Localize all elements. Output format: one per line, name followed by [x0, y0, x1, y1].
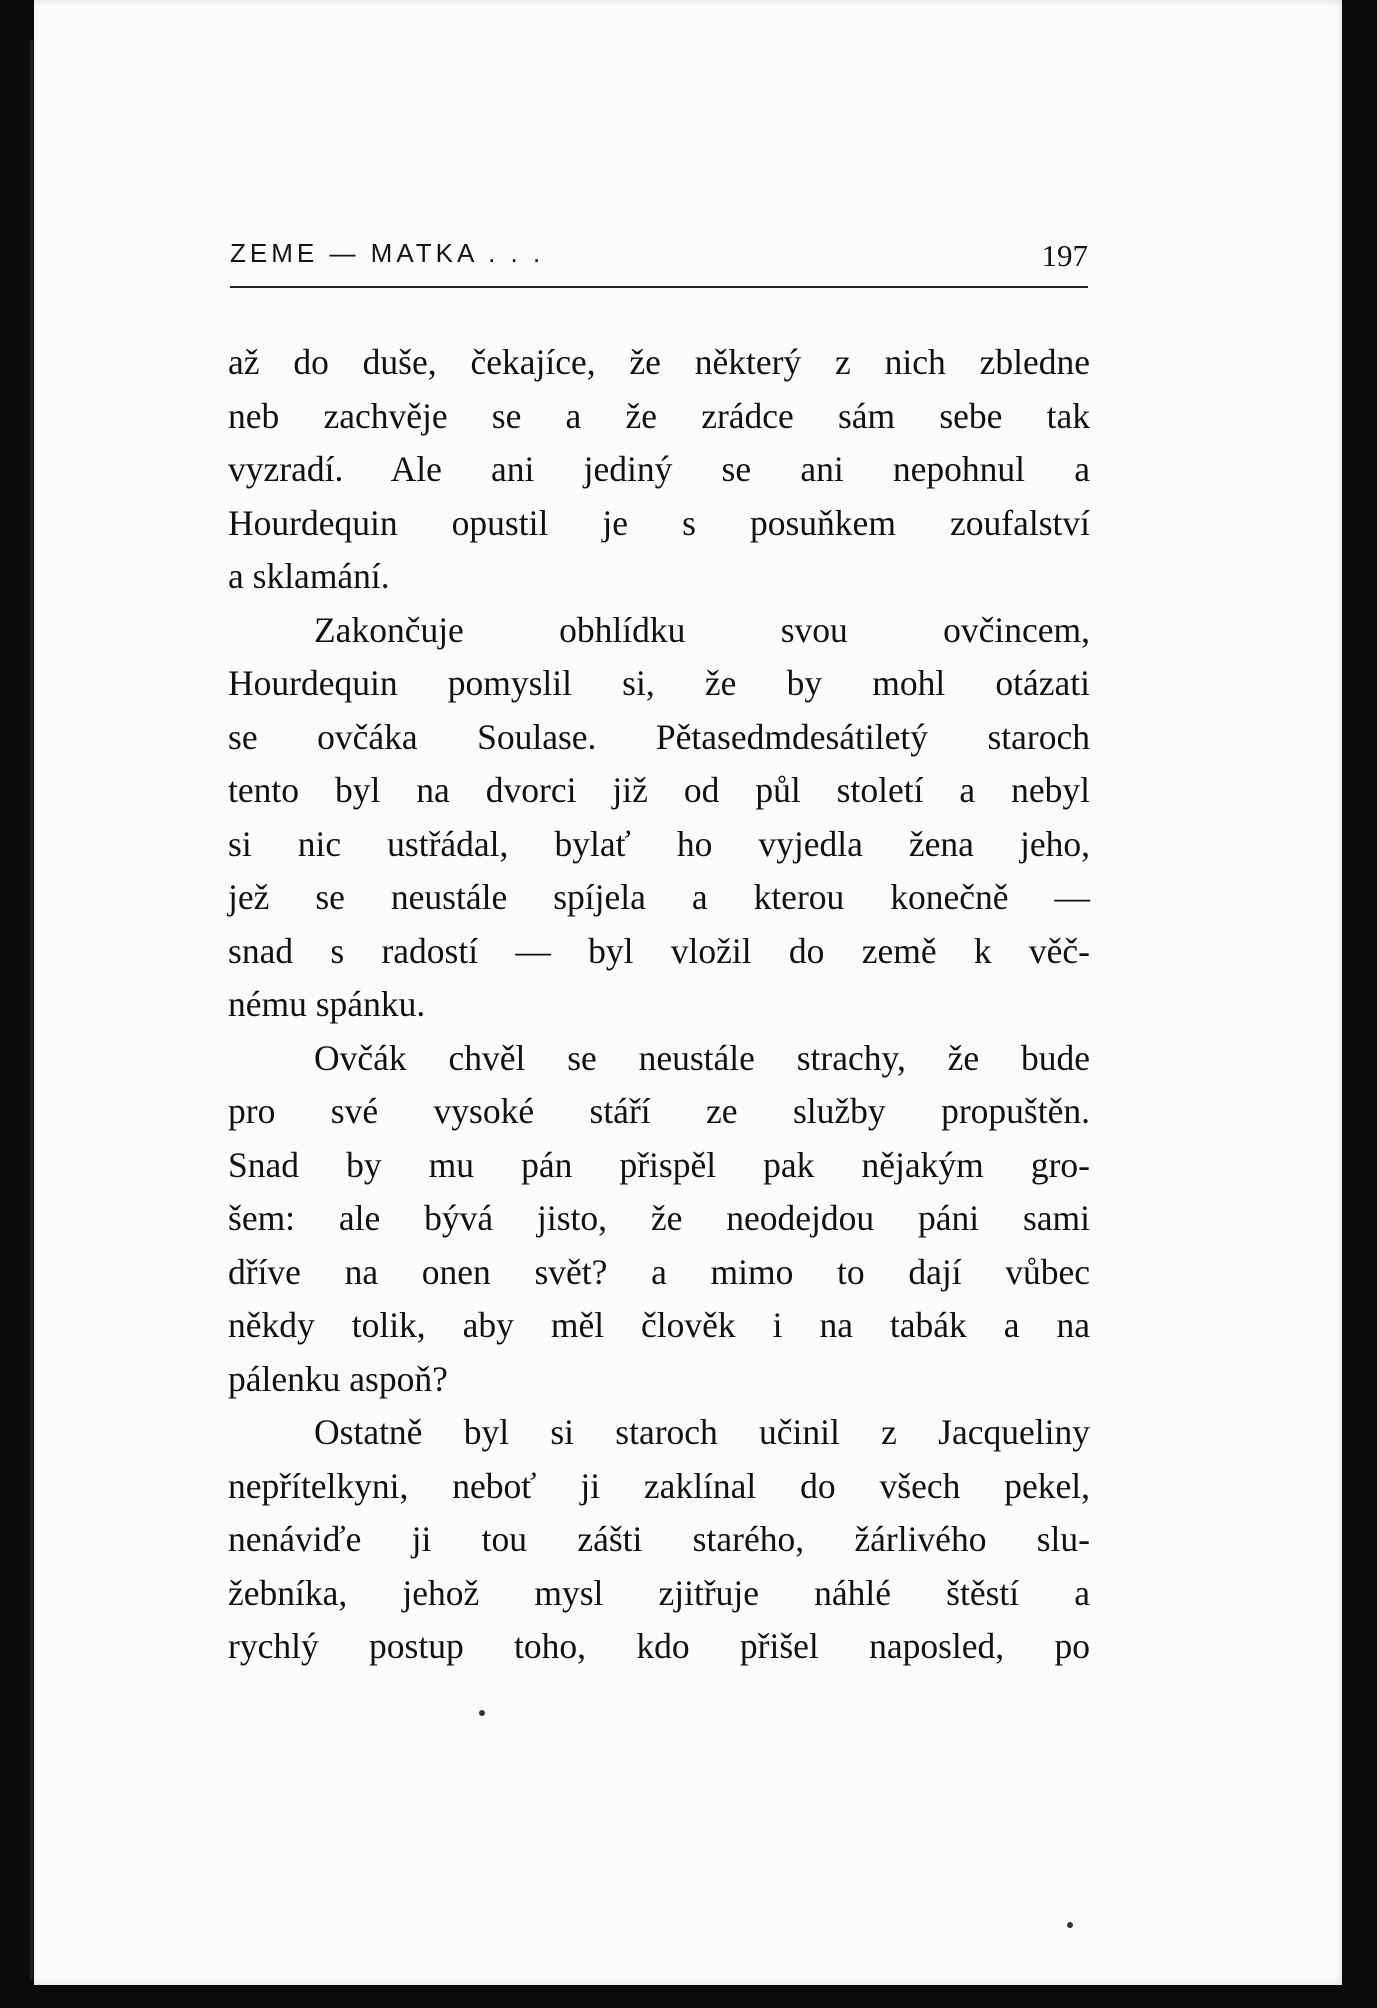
text-line: se ovčáka Soulase. Pětasedmdesátiletý staroch: [228, 716, 1090, 757]
speck: [479, 1710, 485, 1716]
text-line: Hourdequin opustil je s posuňkem zoufalství: [228, 502, 1090, 543]
running-title: ZEME — MATKA . . .: [230, 238, 545, 268]
text-line: nenáviďe ji tou zášti starého, žárlivého slu-: [228, 1519, 1090, 1559]
text-line: rychlý postup toho, kdo přišel naposled, po: [228, 1626, 1090, 1666]
page-number: 197: [1041, 238, 1088, 273]
text-line: tento byl na dvorci již od půl století a nebyl: [228, 770, 1090, 810]
page-left-shadow: [0, 0, 34, 2008]
text-line: někdy tolik, aby měl člověk i na tabák a na: [228, 1305, 1090, 1345]
text-line: Snad by mu pán přispěl pak nějakým gro-: [228, 1144, 1090, 1185]
text-line: Zakončuje obhlídku svou ovčincem,: [314, 609, 1090, 650]
text-line: a sklamání.: [228, 556, 390, 596]
text-line: nepřítelkyni, neboť ji zaklínal do všech pekel,: [228, 1465, 1090, 1506]
text-line: jež se neustále spíjela a kterou konečně —: [228, 877, 1090, 917]
text-line: neb zachvěje se a že zrádce sám sebe tak: [228, 395, 1090, 436]
page-binding-edge: [30, 40, 33, 1980]
text-line: pro své vysoké stáří ze služby propuštěn.: [228, 1091, 1090, 1131]
text-line: snad s radostí — byl vložil do země k věč-: [228, 930, 1090, 971]
text-line: nému spánku.: [228, 984, 426, 1024]
text-line: žebníka, jehož mysl zjitřuje náhlé štěstí a: [228, 1572, 1090, 1613]
speck: [1067, 1922, 1073, 1928]
text-line: Ostatně byl si staroch učinil z Jacqueliny: [314, 1412, 1090, 1452]
page-header: [230, 238, 1088, 282]
body-text: [228, 336, 1090, 1674]
text-line: dříve na onen svět? a mimo to dají vůbec: [228, 1251, 1090, 1292]
text-line: pálenku aspoň?: [228, 1358, 448, 1399]
text-line: si nic ustřádal, bylať ho vyjedla žena jeho,: [228, 823, 1090, 864]
text-line: Hourdequin pomyslil si, že by mohl otázati: [228, 663, 1090, 703]
text-line: šem: ale bývá jisto, že neodejdou páni sami: [228, 1198, 1090, 1238]
text-line: až do duše, čekajíce, že některý z nich zbledne: [228, 342, 1090, 382]
header-rule: [230, 286, 1088, 288]
text-line: Ovčák chvěl se neustále strachy, že bude: [314, 1037, 1090, 1078]
text-line: vyzradí. Ale ani jediný se ani nepohnul a: [228, 449, 1090, 489]
